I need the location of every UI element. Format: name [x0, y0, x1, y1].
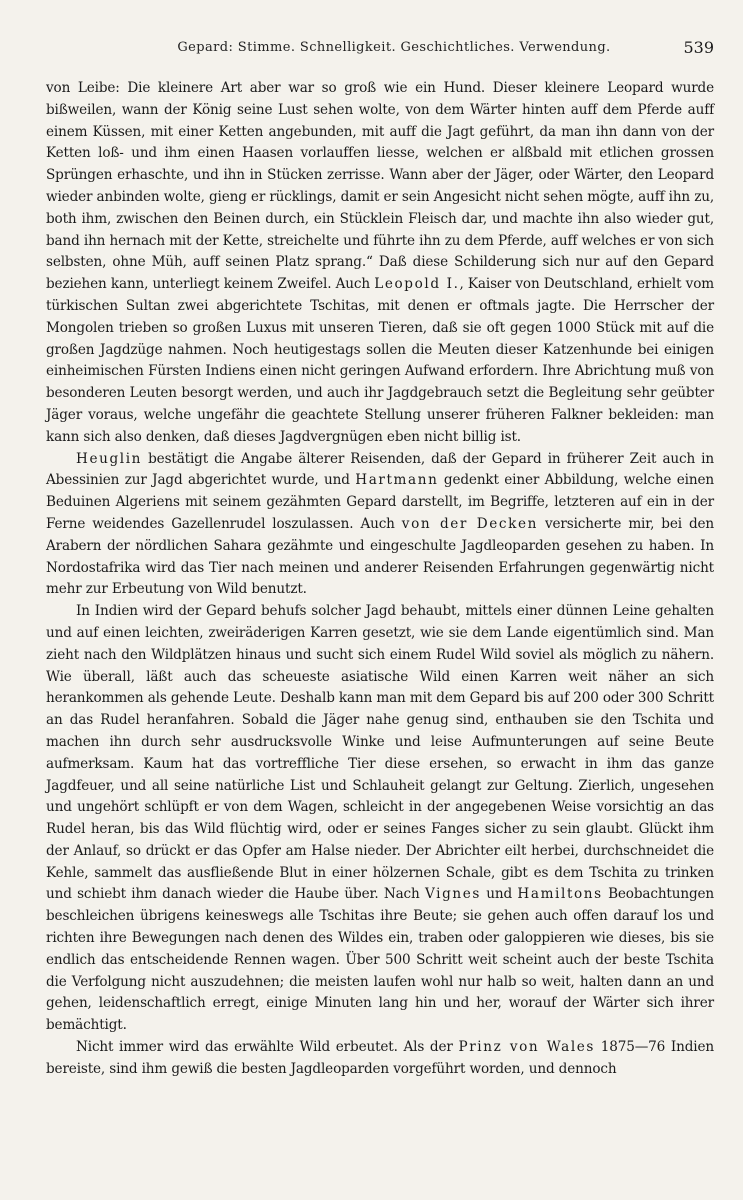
- person-name: Hartmann: [355, 472, 439, 489]
- text-run: und: [480, 886, 518, 903]
- person-name: Vignes: [424, 886, 481, 903]
- paragraph-3: [46, 601, 714, 1037]
- body-text: [46, 78, 714, 1081]
- running-head: Gepard: Stimme. Schnelligkeit. Geschichtliches. Verwendung.: [177, 40, 611, 55]
- paragraph-4: [46, 1037, 714, 1081]
- text-run: Nicht immer wird das erwählte Wild erbeutet. Als der: [76, 1039, 459, 1056]
- paragraph-1: [46, 78, 714, 449]
- text-run: bestätigt die Angabe älterer Reisenden, daß der Gepard in früherer Zeit auch in Abessinien zur Jagd abgerichtet wurde, und: [46, 450, 714, 489]
- person-name: Prinz von Wales: [458, 1039, 596, 1056]
- text-run: , Kaiser von Deutschland, erhielt vom türkischen Sultan zwei abgerichtete Tschitas, mit denen er oftmals jagte. Die Herrscher der Mongolen trieben so großen Luxus mit unseren Tieren, daß sie oft gegen 1000 Stück mit auf die großen Jagdzüge nahmen. Noch heutigestags sollen die Meuten dieser Katzenhunde bei einigen einheimischen Fürsten Indiens einen nicht geringen Aufwand erfordern. Ihre Abrichtung muß von besonderen Leuten besorgt werden, und auch ihr Jagdgebrauch setzt die Begleitung sehr geübter Jäger voraus, welche ungefähr die geachtete Stellung unserer früheren Falkner bekleiden: man kann sich also denken, daß dieses Jagdvergnügen eben nicht billig ist.: [46, 276, 714, 445]
- person-name: Hamiltons: [517, 886, 603, 903]
- person-name: Heuglin: [76, 450, 143, 467]
- text-run: von Leibe: Die kleinere Art aber war so groß wie ein Hund. Dieser kleinere Leopard wurde bißweilen, wann der König seine Lust sehen wolte, von dem Wärter hinten auff dem Pferde auff einem Küssen, mit einer Ketten angebunden, mit auff die Jagt geführt, da man ihn dann von der Ketten loß- und ihm einen Haasen vorlauffen liesse, welchen er alßbald mit etlichen grossen Sprüngen erhaschte, und ihn in Stücken zerrisse. Wann aber der Jäger, oder Wärter, den Leopard wieder anbinden wolte, gieng er rücklings, damit er sein Angesicht nicht sehen mögte, auff ihn zu, both ihm, zwischen den Beinen durch, ein Stücklein Fleisch dar, und machte ihn also wieder gut, band ihn hernach mit der Kette, streichelte und führte ihn zu dem Pferde, auff welches er von sich selbsten, ohne Müh, auff seinen Platz sprang.“ Daß diese Schilderung sich nur auf den Gepard beziehen kann, unterliegt keinem Zweifel. Auch: [46, 80, 714, 293]
- text-run: versicherte mir, bei den Arabern der nördlichen Sahara gezähmte und eingeschulte Jagdleoparden gesehen zu haben. In Nordostafrika wird das Tier nach meinen und anderer Reisenden Erfahrungen gegenwärtig nicht mehr zur Erbeutung von Wild benutzt.: [46, 515, 715, 598]
- text-run: gedenkt einer Abbildung, welche einen Beduinen Algeriens mit seinem gezähmten Gepard darstellt, im Begriffe, letzteren auf ein in der Ferne weidendes Gazellenrudel loszulassen. Auch: [46, 472, 714, 532]
- person-name: von der Decken: [401, 515, 538, 532]
- text-run: In Indien wird der Gepard behufs solcher Jagd behaubt, mittels einer dünnen Leine gehalten und auf einen leichten, zweiräderigen Karren gesetzt, wie sie dem Lande eigentümlich sind. Man zieht nach den Wildplätzen hinaus und sucht sich einem Rudel Wild soviel als möglich zu nähern. Wie überall, läßt auch das scheueste asiatische Wild einen Karren weit näher an sich herankommen als gehende Leute. Deshalb kann man mit dem Gepard bis auf 200 oder 300 Schritt an das Rudel heranfahren. Sobald die Jäger nahe genug sind, enthauben sie den Tschita und machen ihn durch sehr ausdrucksvolle Winke und leise Aufmunterungen auf seine Beute aufmerksam. Kaum hat das vortreffliche Tier diese ersehen, so erwacht in ihm das ganze Jagdfeuer, und all seine natürliche List und Schlauheit gelangt zur Geltung. Zierlich, ungesehen und ungehört schlüpft er von dem Wagen, schleicht in der angegebenen Weise vorsichtig an das Rudel heran, bis das Wild flüchtig wird, oder er seines Fanges sicher zu sein glaubt. Glückt ihm der Anlauf, so drückt er das Opfer am Halse nieder. Der Abrichter eilt herbei, durchschneidet die Kehle, sammelt das ausfließende Blut in einer hölzernen Schale, gibt es dem Tschita zu trinken und schiebt ihm danach wieder die Haube über. Nach: [46, 603, 714, 903]
- person-name: Leopold I.: [374, 276, 460, 293]
- paragraph-2: [46, 449, 714, 602]
- text-run: 1875—76 Indien bereiste, sind ihm gewiß die besten Jagdleoparden vorgeführt worden, und dennoch: [46, 1039, 714, 1077]
- page-header: [46, 36, 714, 70]
- page-number: 539: [683, 38, 714, 57]
- text-run: Beobachtungen beschleichen übrigens keineswegs alle Tschitas ihre Beute; sie gehen auch offen darauf los und richten ihre Bewegungen nach denen des Wildes ein, traben oder galoppieren wie dieses, bis sie endlich das entscheidende Rennen wagen. Über 500 Schritt weit scheint auch der beste Tschita die Verfolgung nicht auszudehnen; die meisten laufen wohl nur halb so weit, halten dann an und gehen, leidenschaftlich erregt, einige Minuten lang hin und her, worauf der Wärter sich ihrer bemächtigt.: [46, 886, 714, 1034]
